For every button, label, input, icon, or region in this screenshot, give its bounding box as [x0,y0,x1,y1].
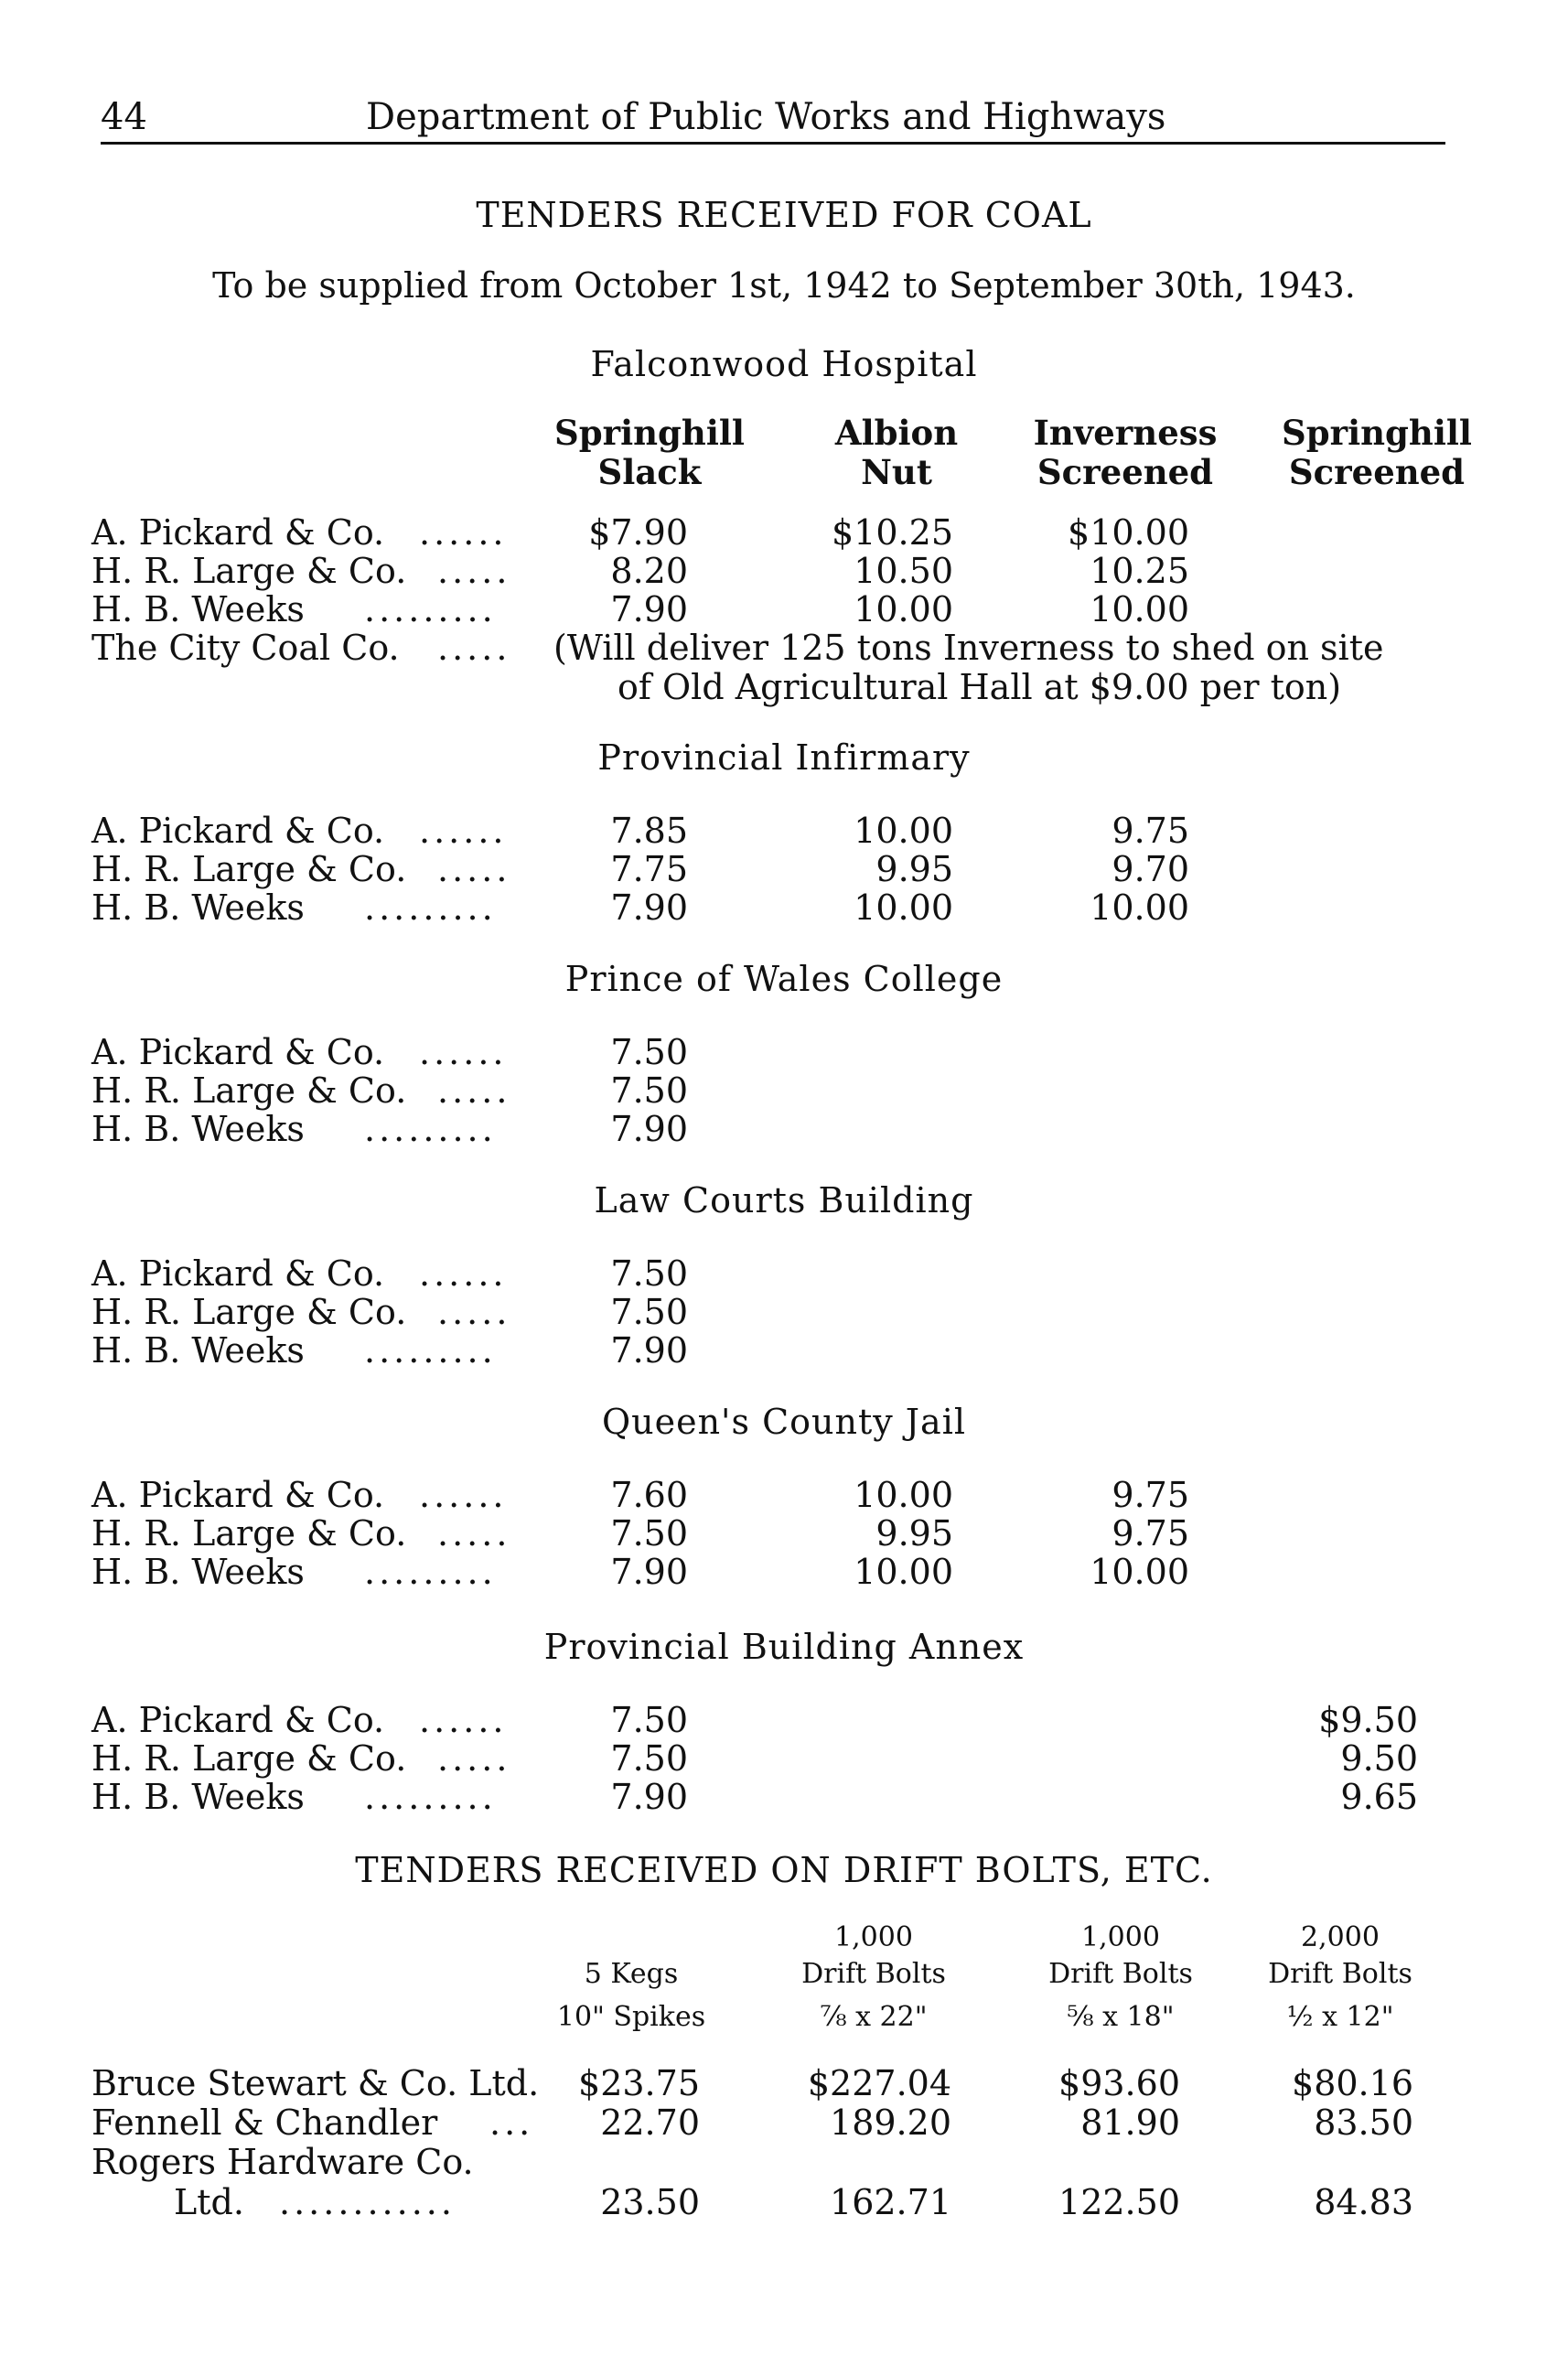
bidder-name: H. R. Large & Co. [91,1070,407,1111]
price-cell: 10.00 [854,811,953,851]
bidder-name: H. R. Large & Co. [91,1738,407,1779]
price-cell: 10.00 [854,589,953,629]
table-row: A. Pickard & Co. ...... $7.90 $10.25 $10.00 [91,512,1189,553]
price-cell: 83.50 [1314,2102,1413,2143]
price-cell: 9.95 [875,1513,953,1554]
coal-tenders-subtitle: To be supplied from October 1st, 1942 to September 30th, 1943. [212,265,1356,306]
price-cell: $23.75 [578,2063,700,2103]
price-cell: 7.60 [610,1475,688,1515]
bidder-name: H. B. Weeks [91,1330,305,1371]
coal-tenders-title: TENDERS RECEIVED FOR COAL [476,195,1092,235]
table-row: H. B. Weeks ......... 7.90 10.00 10.00 [91,887,1189,928]
price-cell: 81.90 [1080,2102,1180,2143]
bidder-name: The City Coal Co. [91,628,400,668]
price-cell: 7.50 [610,1738,688,1779]
table-row: H. B. Weeks ......... 7.90 10.00 10.00 [91,589,1189,629]
bidder-name: H. B. Weeks [91,887,305,928]
price-cell: 10.00 [854,1475,953,1515]
table-row [0,2142,1568,2182]
price-cell: 22.70 [600,2102,700,2143]
price-cell: 10.50 [854,551,953,591]
price-cell: 7.85 [610,811,688,851]
bidder-name: H. B. Weeks [91,1777,305,1817]
price-cell: 7.90 [610,1109,688,1149]
column-header-inverness-screened: Inverness Screened [1033,413,1218,492]
price-cell: $10.00 [1068,512,1189,553]
table-row: H. R. Large & Co. ..... 7.50 9.50 [91,1738,1418,1779]
table-row: Ltd. ............ 23.50 162.71 122.50 84.83 [174,2182,1413,2222]
section-heading: Law Courts Building [594,1180,974,1221]
price-cell: 7.50 [610,1253,688,1294]
section-heading: Provincial Building Annex [543,1627,1025,1667]
price-cell: $80.16 [1292,2063,1413,2103]
bidder-name: H. R. Large & Co. [91,1292,407,1332]
bidder-name: A. Pickard & Co. [91,512,385,553]
price-cell: 7.90 [610,589,688,629]
table-row: A. Pickard & Co. ...... 7.50 [91,1253,688,1294]
page-number: 44 [101,96,147,138]
price-cell: 7.90 [610,1777,688,1817]
price-cell: 10.00 [854,1552,953,1592]
table-row: H. B. Weeks ......... 7.90 10.00 10.00 [91,1552,1189,1592]
price-cell: 9.65 [1340,1777,1418,1817]
section-heading: Prince of Wales College [564,959,1004,999]
column-header-springhill-screened: Springhill Screened [1282,413,1472,492]
table-row: H. B. Weeks ......... 7.90 [91,1109,688,1149]
delivery-note: of Old Agricultural Hall at $9.00 per ton) [618,667,1342,707]
bidder-name: A. Pickard & Co. [91,1475,385,1515]
price-cell: $7.90 [588,512,688,553]
bidder-name: A. Pickard & Co. [91,1700,385,1740]
price-cell: 7.50 [610,1292,688,1332]
section-heading: Queen's County Jail [601,1402,967,1442]
delivery-note: (Will deliver 125 tons Inverness to shed on site [553,628,1384,668]
price-cell: 162.71 [830,2182,951,2222]
bidder-name: H. R. Large & Co. [91,1513,407,1554]
price-cell: 7.90 [610,1552,688,1592]
column-header-springhill-slack: Springhill Slack [554,413,745,492]
price-cell: 122.50 [1058,2182,1180,2222]
table-row: A. Pickard & Co. ...... 7.50 [91,1032,688,1072]
bidder-name: Rogers Hardware Co. [91,2142,474,2182]
column-header-albion-nut: Albion Nut [834,413,959,492]
table-row: H. R. Large & Co. ..... 7.75 9.95 9.70 [91,849,1189,889]
column-header-drift-bolts-12: 2,000 Drift Bolts ½ x 12" [1268,1921,1412,2033]
table-row: Fennell & Chandler ... 22.70 189.20 81.90 83.50 [91,2102,1413,2143]
table-row: H. B. Weeks ......... 7.90 [91,1330,688,1371]
price-cell: 9.50 [1340,1738,1418,1779]
bidder-name: Bruce Stewart & Co. Ltd. [91,2063,540,2103]
bidder-name: Ltd. [174,2182,244,2222]
column-header-drift-bolts-22: 1,000 Drift Bolts ⅞ x 22" [801,1921,946,2033]
price-cell: 84.83 [1314,2182,1413,2222]
price-cell: 7.90 [610,1330,688,1371]
bidder-name: A. Pickard & Co. [91,1032,385,1072]
column-header-drift-bolts-18: 1,000 Drift Bolts ⅝ x 18" [1048,1921,1193,2033]
bidder-name: H. B. Weeks [91,1552,305,1592]
table-row: H. R. Large & Co. ..... 7.50 [91,1070,688,1111]
bidder-name: A. Pickard & Co. [91,811,385,851]
column-header-spikes: 5 Kegs 10" Spikes [556,1958,706,2033]
price-cell: 7.50 [610,1070,688,1111]
price-cell: 23.50 [600,2182,700,2222]
price-cell: 189.20 [830,2102,951,2143]
table-row [0,2063,1568,2103]
price-cell: 7.90 [610,887,688,928]
table-row: A. Pickard & Co. ...... 7.60 10.00 9.75 [91,1475,1189,1515]
price-cell: 8.20 [610,551,688,591]
price-cell: 10.25 [1090,551,1189,591]
price-cell: 7.50 [610,1032,688,1072]
bolts-tenders-title: TENDERS RECEIVED ON DRIFT BOLTS, ETC. [355,1850,1213,1890]
price-cell: 10.00 [1090,1552,1189,1592]
bidder-name: H. B. Weeks [91,1109,305,1149]
table-row: H. R. Large & Co. ..... 8.20 10.50 10.25 [91,551,1189,591]
table-row: H. R. Large & Co. ..... 7.50 [91,1292,688,1332]
price-cell: $9.50 [1318,1700,1418,1740]
table-row: H. B. Weeks ......... 7.90 9.65 [91,1777,1418,1817]
table-row: A. Pickard & Co. ...... 7.85 10.00 9.75 [91,811,1189,851]
section-heading: Falconwood Hospital [590,344,978,384]
price-cell: 7.50 [610,1513,688,1554]
price-cell: 9.75 [1112,1513,1189,1554]
price-cell: 9.75 [1112,1475,1189,1515]
price-cell: $227.04 [807,2063,951,2103]
bidder-name: H. B. Weeks [91,589,305,629]
running-title: Department of Public Works and Highways [366,96,1166,138]
bidder-name: Fennell & Chandler [91,2102,438,2143]
price-cell: 10.00 [1090,589,1189,629]
bidder-name: H. R. Large & Co. [91,551,407,591]
table-row: A. Pickard & Co. ...... 7.50 $9.50 [91,1700,1418,1740]
price-cell: $93.60 [1058,2063,1180,2103]
table-row: H. R. Large & Co. ..... 7.50 9.95 9.75 [91,1513,1189,1554]
table-row: The City Coal Co. ..... [91,628,511,668]
price-cell: 10.00 [1090,887,1189,928]
price-cell: $10.25 [832,512,953,553]
price-cell: 9.95 [875,849,953,889]
price-cell: 10.00 [854,887,953,928]
bidder-name: H. R. Large & Co. [91,849,407,889]
header-rule [101,142,1445,145]
price-cell: 7.75 [610,849,688,889]
bidder-name: A. Pickard & Co. [91,1253,385,1294]
price-cell: 9.70 [1112,849,1189,889]
price-cell: 9.75 [1112,811,1189,851]
section-heading: Provincial Infirmary [597,737,971,778]
price-cell: 7.50 [610,1700,688,1740]
